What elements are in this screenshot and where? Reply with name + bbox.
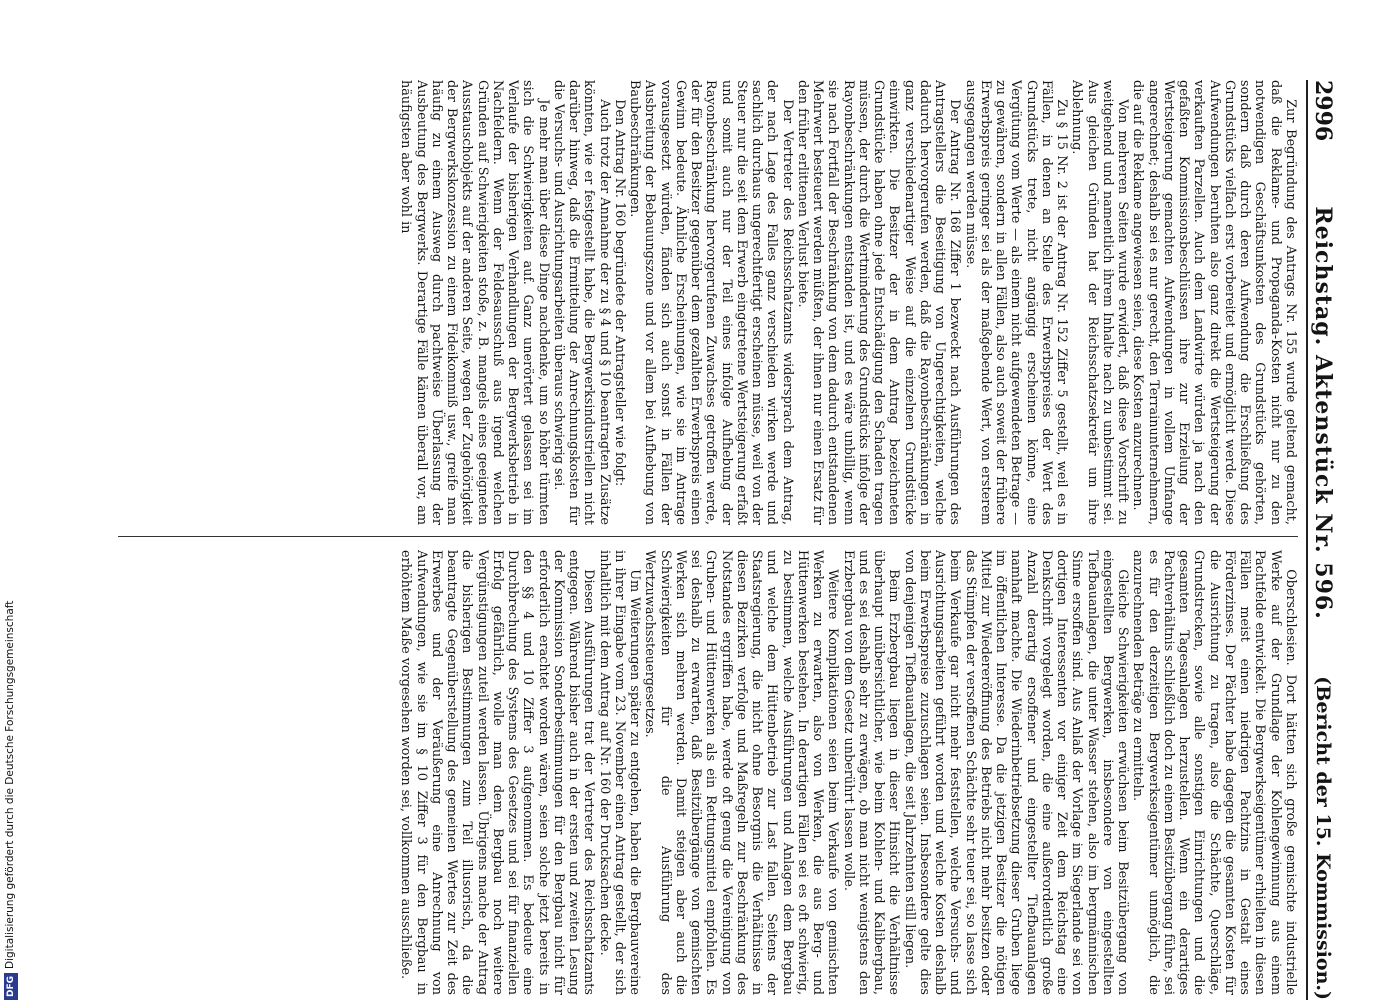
paragraph: Der Vertreter des Reichsschatzamts widersprach dem Antrag, der nach Lage des Falles ganz verschieden wirken werde und sachlich durchaus ungerechtfertigt erscheinen müsse, weil von der Steuer nur die seit dem Erwerb eingetretene Wertsteigerung erfaßt und somit auch nur der Teil eines infolge Aufhebung der Rayonbeschränkung hervorgerufenen Zuwachses getroffen werde, der für den Besitzer gegenüber dem gezahlten Erwerbspreis einen Gewinn bedeute. Ähnliche Erscheinungen, wie sie im Antrage vorausgesetzt würden, fänden sich auch sonst in Fällen der Ausbreitung der Bebauungszone und vor allem bei Aufhebung von Baubeschränkungen. xyxy=(627,80,795,525)
paragraph: Zu § 15 Nr. 2 ist der Antrag Nr. 152 Ziffer 5 gestellt, weil es in Fällen, in denen an Stelle des Erwerbspreises der Wert des Grundstücks trete, nicht angängig erscheinen könne, eine Vergütung vom Werte — als einem nicht aufgewendeten Betrage — zu gewähren, sondern in allen Fällen, also auch soweit der frühere Erwerbspreis geringer sei als der maßgebende Wert, von ersterem ausgegangen werden müsse. xyxy=(962,80,1070,525)
paragraph: Diesen Ausführungen trat der Vertreter des Reichsschatzamts entgegen. Während bisher auch in der ersten und zweiten Lesung der Kommission Sonderbestimmungen für den Bergbau nicht für erforderlich erachtet worden wären, seien solche jetzt bereits in den §§ 4 und 10 Ziffer 3 aufgenommen. Es bedeute eine Durchbrechung des Systems des Gesetzes und sei für finanziellen Erfolg gefährlich, wolle man dem Bergbau noch weitere Vergünstigungen zuteil werden lassen. Übrigens mache der Antrag die bisherigen Bestimmungen zum Teil illusorisch, da die beantragte Gegenüberstellung des gemeinen Wertes zur Zeit des Erwerbes und der Veräußerung eine Anrechnung von Aufwendungen, wie sie im § 10 Ziffer 3 für den Bergbau in erhöhtem Maße vorgesehen worden sei, vollkommen ausschließe. xyxy=(398,550,597,995)
footer-strip xyxy=(0,0,20,1000)
paragraph: Je mehr man über diese Dinge nachdenke, um so höher türmten sich die Schwierigkeiten auf. Ganz unerörtert gelassen sei im Verlaufe der bisherigen Verhandlungen der Bergwerksbetrieb in Nachfeldern. Wenn der Feldesausschuß aus irgend welchen Gründen auf Schwierigkeiten stoße, z. B. mangels eines geeigneten Ausstauschobjekts auf der anderen Seite, wegen der Zugehörigkeit der Bergwerkskonzession zu einem Fideikommiß usw., greife man häufig zu einem Ausweg durch pachtweise Überlassung der Ausbeutung des Bergwerks. Derartige Fälle kämen überall vor, am häufigsten aber wohl in xyxy=(398,80,551,525)
paragraph: Um Weiterungen später zu entgehen, haben die Bergbauvereine in ihrer Eingabe vom 23. November einen Antrag gestellt, der sich inhaltlich mit dem Antrag auf Nr. 160 der Drucksachen decke. xyxy=(596,550,643,995)
paragraph: Zur Begründung des Antrags Nr. 155 wurde geltend gemacht, daß die Reklame- und Propaganda-Kosten nicht nur zu den notwendigen Geschäftsunkosten des Grundstücks gehörten, sondern daß durch deren Aufwendung die Erschließung des Grundstücks vielfach erst vorbereitet und ermöglicht werde. Diese Aufwendungen beruhten also ganz direkt die Wertsteigerung der verkauften Parzellen. Auch dem Landwirte würden ja nach den gefaßten Kommissionsbeschlüssen ihre zur Erzielung der Wertsteigerung gemachten Aufwendungen in vollem Umfange angerechnet; deshalb sei es nur gerecht, den Terrainunternehmern, die auf die Reklame angewiesen seien, diese Kosten anzurechnen. xyxy=(1130,80,1298,525)
left-column xyxy=(118,80,1298,525)
document-page xyxy=(108,80,1342,1000)
paragraph: Gleiche Schwierigkeiten erwüchsen beim Besitzübergang von eingestellten Bergwerken, insbesondere von eingestellten Tiefbauanlagen, die unter Wasser stehen, also im bergmännischen Sinne ersoffen sind. Aus Anlaß der Vorlage im Siegerlande sei von dortigen Interessenten vor einiger Zeit dem Reichstag eine Denkschrift vorgelegt worden, die eine außerordentlich große Anzahl derartig ersoffener und eingestellter Tiefbauanlagen namhaft machte. Die Wiederinbetriebsetzung dieser Gruben liege im öffentlichen Interesse. Da die jetzigen Besitzer die nötigen Mittel zur Wiedereröffnung des Betriebs nicht mehr besitzen oder das Stümpfen der versoffenen Schächte sehr teuer sei, so lasse sich beim Verkaufe gar nicht mehr feststellen, welche Versuchs- und Ausrichtungsarbeiten geführt worden und welche Kosten deshalb beim Erwerbspreise zuzuschlagen seien. Insbesondere gelte dies von denjenigen Tiefbauanlagen, die seit Jahrzehnten still liegen. xyxy=(901,550,1131,995)
page-title: Reichstag. Aktenstück Nr. 596. xyxy=(1310,206,1336,620)
paragraph: Der Antrag Nr. 168 Ziffer 1 bezweckt nach Ausführungen des Antragstellers die Beseitigung von Ungerechtigkeiten, welche dadurch hervorgerufen werden, daß die Rayonbeschränkungen in ganz verschiedenartiger Weise auf die einzelnen Grundstücke einwirkten. Die Besitzer der in dem Antrag bezeichneten Grundstücke haben ohne jede Entschädigung den Schaden tragen müssen, der durch die Wertminderung des Grundstücks infolge der Rayonbeschränkungen entstanden ist, und es wäre unbillig, wenn sie nach Fortfall der Beschränkung von dem dadurch entstandenen Mehrwert besteuert werden müßten, der ihnen nur einen Ersatz für den früher erlittenen Verlust biete. xyxy=(795,80,963,525)
paragraph: Beim Erzbergbau liegen in dieser Hinsicht die Verhältnisse überhaupt unübersichtlicher, wie beim Kohlen- und Kalibergbau, und es sei deshalb sehr zu erwägen, ob man nicht wenigstens den Erzbergbau von dem Gesetz unberührt lassen wolle. xyxy=(840,550,902,995)
dfg-logo: DFG xyxy=(4,973,18,1000)
funding-text: Digitalisierung gefördert durch die Deutsche Forschungsgemeinschaft xyxy=(4,600,16,969)
paragraph: Weitere Komplikationen seien beim Verkaufe von gemischten Werken zu erwarten, also von Werken, die aus Berg- und Hüttenwerken bestehen. In derartigen Fällen sei es oft schwierig, zu bestimmen, welche Ausführungen und Anlagen dem Bergbau und welche dem Hüttenbetrieb zur Last fallen. Seitens der Staatsregierung, die nicht ohne Besorgnis die Verhältnisse in diesen Bezirken verfolge und Maßregeln zur Beschränkung des Notstandes ergriffen habe, werde oft genug die Vereinigung von Gruben- und Hüttenwerken als ein Rettungsmittel empfohlen. Es sei deshalb zu erwarten, daß Besitzübergänge von gemischten Werken sich mehren werden. Damit steigen aber auch die Schwierigkeiten für die Ausführung des Wertzuwachssteuergesetzes. xyxy=(642,550,841,995)
paragraph: Auch trotz der Annahme der zu § 4 und § 10 beantragten Zusätze könnten, wie er festgestellt habe, die Bergwerksindustriellen nicht darüber hinweg, daß die Ermittelung der Anrechnungskosten für die Versuchs- und Ausrichtungsarbeiten überaus schwierig sei. xyxy=(551,80,612,525)
paragraph: Von mehreren Seiten wurde erwidert, daß diese Vorschrift zu weitgehend und namentlich ihrem Inhalte nach zu unbestimmt sei. Aus gleichen Gründen hat der Reichsschatzsekretär um ihre Ablehnung. xyxy=(1069,80,1131,525)
page-number: 2996 xyxy=(1310,80,1336,142)
column-divider xyxy=(118,536,1298,537)
right-column xyxy=(118,550,1298,995)
funding-note xyxy=(0,0,20,1000)
page-header xyxy=(1306,80,1338,1000)
paragraph: Oberschlesien. Dort hätten sich große gemischte industrielle Werke auf der Grundlage der Kohlengewinnung aus einem Pachtfelde entwickelt. Die Bergwerkseigentümer erhielten in diesen Fällen meist einen niedrigen Pachtzins in Gestalt eines Förderzinses. Der Pächter habe dagegen die gesamten Kosten für die Ausrichtung zu tragen, also die Schächte, Querschläge, Grundstrecken, sowie alle sonstigen Einrichtungen und die gesamten Tagesanlagen herzustellen. Wenn ein derartiges Pachtverhältnis schließlich doch zu einem Besitzübergang führe, sei es für den derzeitigen Bergwerkseigentümer unmöglich, die anzurechnenden Beträge zu ermitteln. xyxy=(1130,550,1298,995)
page-section: (Bericht der 15. Kommission.) xyxy=(1312,676,1334,1000)
paragraph: Den Antrag Nr. 160 begründete der Antragsteller wie folgt: xyxy=(612,99,627,487)
